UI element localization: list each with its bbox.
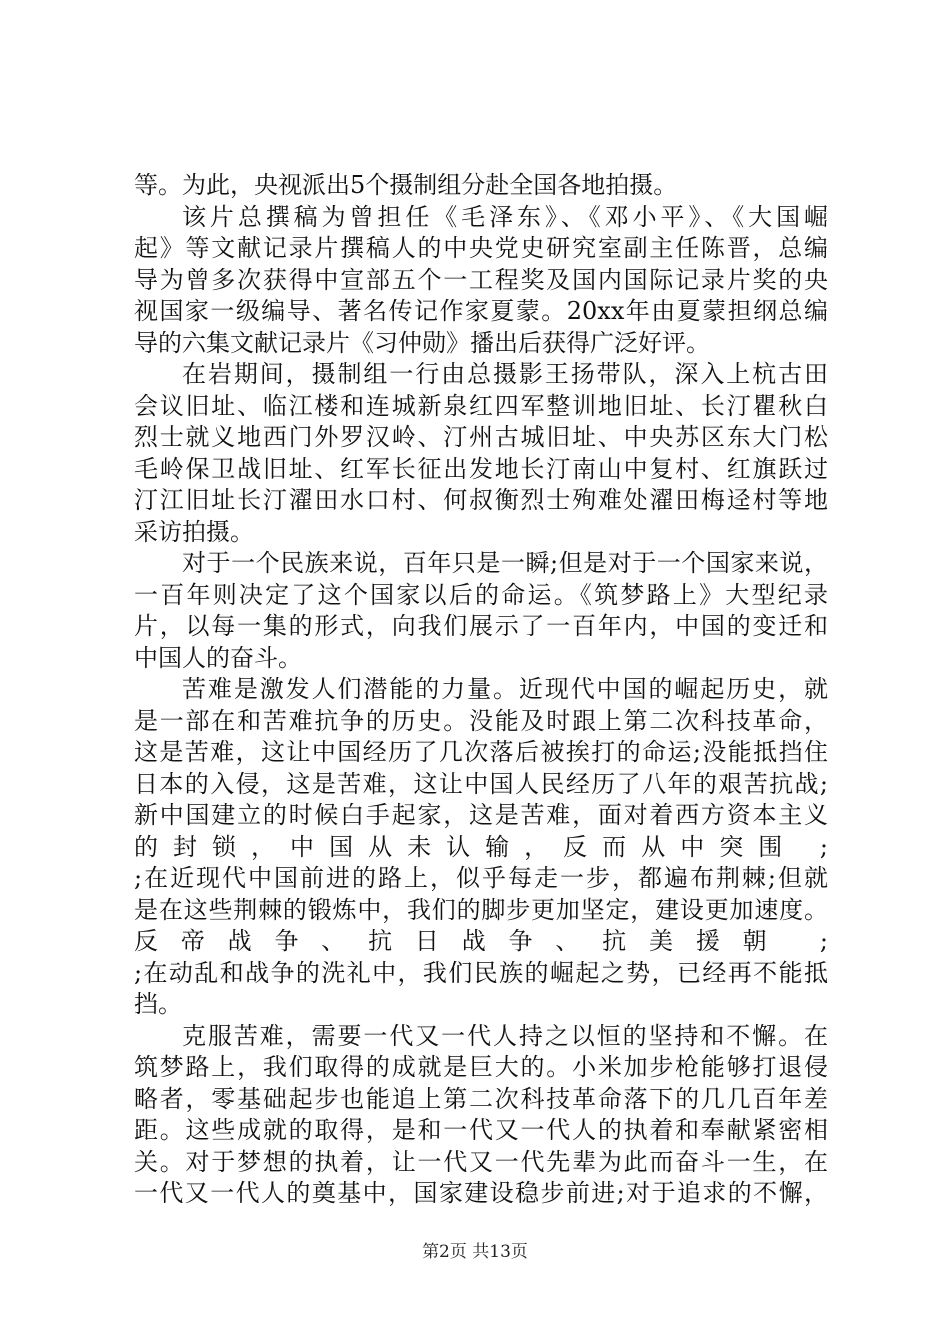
text-line: 是一部在和苦难抗争的历史。没能及时跟上第二次科技革命，	[134, 706, 828, 735]
text-line: 反帝战争、抗日战争、抗美援朝 ;	[134, 927, 828, 955]
text-line: 采访拍摄。	[134, 517, 254, 546]
text-line: 导为曾多次获得中宣部五个一工程奖及国内国际记录片奖的央	[134, 265, 828, 294]
text-line: 毛岭保卫战旧址、红军长征出发地长汀南山中复村、红旗跃过	[134, 454, 828, 483]
text-line: 导的六集文献记录片《习仲勋》播出后获得广泛好评。	[134, 328, 710, 357]
text-line: 克服苦难，需要一代又一代人持之以恒的坚持和不懈。在	[182, 1021, 828, 1050]
text-line: ;在动乱和战争的洗礼中，我们民族的崛起之势，已经再不能抵	[134, 958, 828, 987]
text-line: 关。对于梦想的执着，让一代又一代先辈为此而奋斗一生，在	[134, 1147, 828, 1176]
text-line: 等。为此，央视派出5个摄制组分赴全国各地拍摄。	[134, 171, 678, 199]
text-line: 烈士就义地西门外罗汉岭、汀州古城旧址、中央苏区东大门松	[134, 423, 828, 451]
text-line: 该片总撰稿为曾担任《毛泽东》、《邓小平》、《大国崛	[182, 202, 828, 231]
text-line: 略者，零基础起步也能追上第二次科技革命落下的几几百年差	[134, 1084, 828, 1113]
text-line: 视国家一级编导、著名传记作家夏蒙。20xx年由夏蒙担纲总编	[134, 297, 828, 325]
text-line: 挡。	[134, 990, 182, 1018]
text-line: 筑梦路上，我们取得的成就是巨大的。小米加步枪能够打退侵	[134, 1053, 828, 1081]
text-line: 的封锁，中国从未认输，反而从中突围 ;	[134, 832, 828, 861]
text-line: 汀江旧址长汀濯田水口村、何叔衡烈士殉难处濯田梅迳村等地	[134, 486, 828, 514]
text-line: 起》等文献记录片撰稿人的中央党史研究室副主任陈晋，总编	[134, 234, 828, 262]
text-line: 距。这些成就的取得，是和一代又一代人的执着和奉献紧密相	[134, 1116, 828, 1144]
text-line: 对于一个民族来说，百年只是一瞬;但是对于一个国家来说，	[182, 549, 828, 577]
document-body	[134, 170, 828, 1210]
text-line: 在岩期间，摄制组一行由总摄影王扬带队，深入上杭古田	[182, 360, 828, 388]
text-line: 新中国建立的时候白手起家，这是苦难，面对着西方资本主义	[134, 801, 828, 829]
text-line: 中国人的奋斗。	[134, 643, 302, 672]
text-line: 一百年则决定了这个国家以后的命运。《筑梦路上》大型纪录	[134, 580, 828, 609]
text-line: ;在近现代中国前进的路上，似乎每走一步，都遍布荆棘;但就	[134, 864, 828, 892]
text-line: 会议旧址、临江楼和连城新泉红四军整训地旧址、长汀瞿秋白	[134, 391, 828, 420]
text-line: 一代又一代人的奠基中，国家建设稳步前进;对于追求的不懈，	[134, 1179, 828, 1207]
text-line: 这是苦难，这让中国经历了几次落后被挨打的命运;没能抵挡住	[134, 738, 828, 766]
text-line: 苦难是激发人们潜能的力量。近现代中国的崛起历史，就	[182, 675, 828, 703]
page-number-footer: 第2页 共13页	[422, 1242, 528, 1262]
text-line: 日本的入侵，这是苦难，这让中国人民经历了八年的艰苦抗战;	[134, 769, 828, 798]
text-line: 片，以每一集的形式，向我们展示了一百年内，中国的变迁和	[134, 612, 828, 640]
text-line: 是在这些荆棘的锻炼中，我们的脚步更加坚定，建设更加速度。	[134, 895, 828, 924]
